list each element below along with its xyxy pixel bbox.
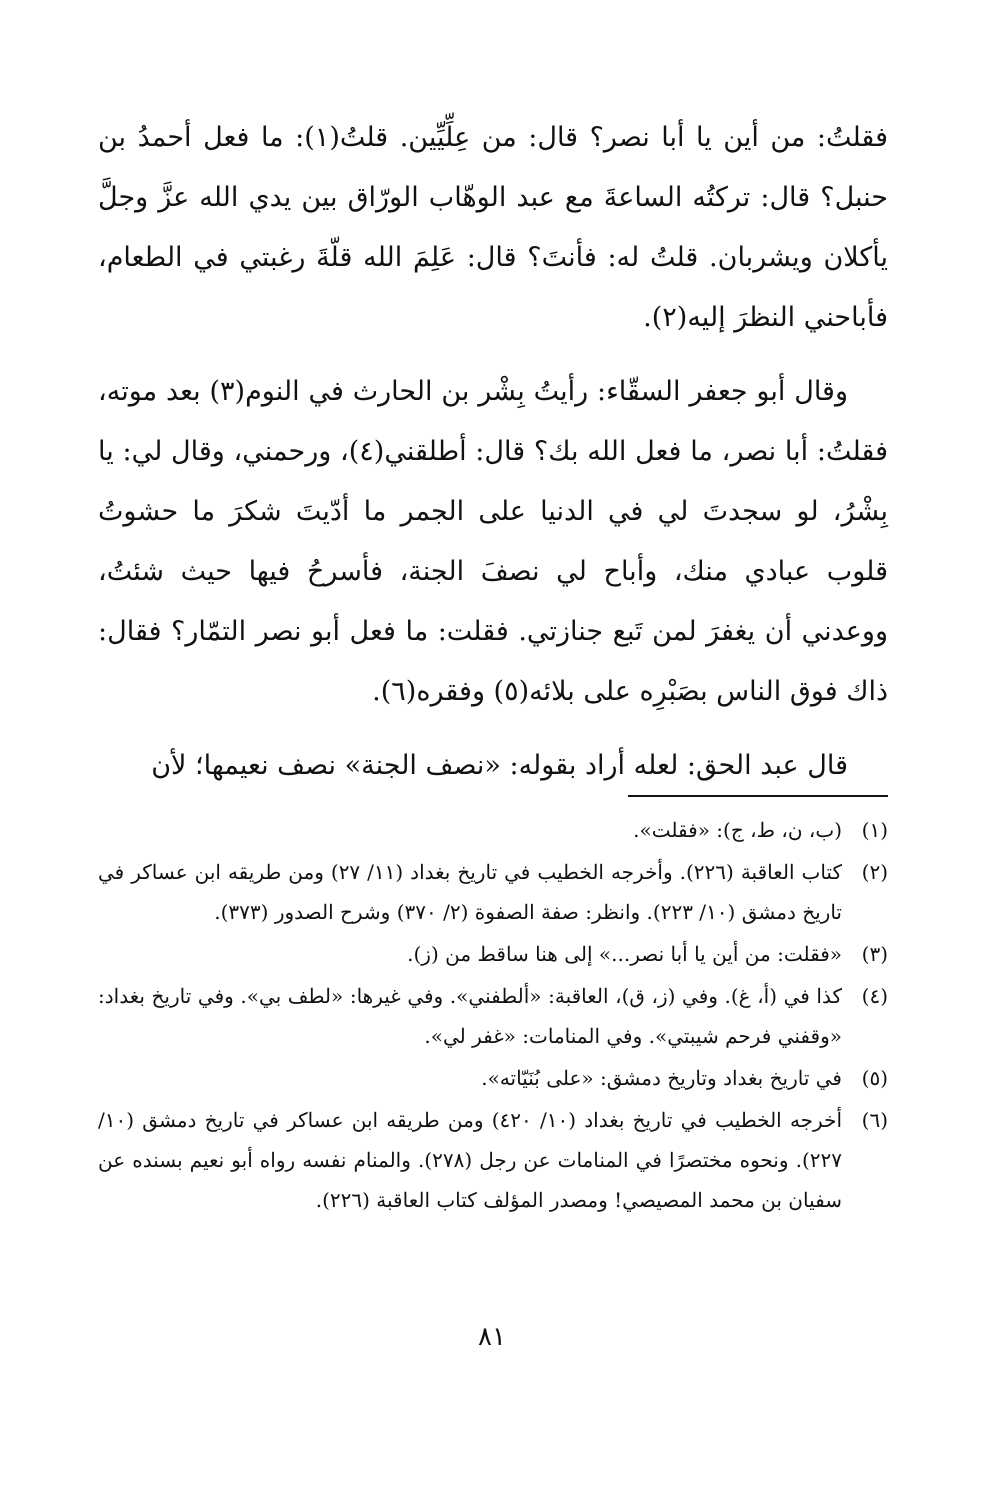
footnote-number: (١) — [861, 818, 888, 842]
paragraph-3: قال عبد الحق: لعله أراد بقوله: «نصف الجنة» نصف نعيمها؛ لأن — [151, 750, 848, 781]
footnote-4 — [98, 976, 888, 1056]
footnote-number: (٥) — [861, 1066, 888, 1090]
footnote-2 — [98, 852, 888, 932]
footnote-number: (٦) — [861, 1108, 888, 1132]
footnote-text: كذا في (أ، غ). وفي (ز، ق)، العاقبة: «ألطفني». وفي غيرها: «لطف بي». وفي تاريخ بغداد: «وقفني فرحم شيبتي». وفي المنامات: «غفر لي». — [98, 984, 842, 1048]
footnote-text: (ب، ن، ط، ج): «فقلت». — [633, 818, 842, 842]
footnote-number: (٢) — [861, 860, 888, 884]
footnote-text: كتاب العاقبة (٢٢٦). وأخرجه الخطيب في تاريخ بغداد (١١/ ٢٧) ومن طريقه ابن عساكر في تاريخ دمشق (١٠/ ٢٢٣). وانظر: صفة الصفوة (٢/ ٣٧٠) وشرح الصدور (٣٧٣). — [98, 860, 842, 924]
footnote-3 — [98, 934, 888, 974]
footnote-text: أخرجه الخطيب في تاريخ بغداد (١٠/ ٤٢٠) ومن طريقه ابن عساكر في تاريخ دمشق (١٠/ ٢٢٧). ونحوه مختصرًا في المنامات عن رجل (٢٧٨). والمنام نفسه رواه أبو نعيم بسنده عن سفيان بن محمد المصيصي! ومصدر المؤلف كتاب العاقبة (٢٢٦). — [98, 1108, 842, 1212]
main-text — [98, 108, 888, 796]
footnote-separator — [628, 795, 888, 797]
footnote-1 — [98, 810, 888, 850]
footnote-number: (٣) — [861, 942, 888, 966]
paragraph-2: وقال أبو جعفر السقّاء: رأيتُ بِشْر بن الحارث في النوم(٣) بعد موته، فقلتُ: أبا نصر، ما فعل الله بك؟ قال: أطلقني(٤)، ورحمني، وقال لي: يا بِشْرُ، لو سجدتَ لي في الدنيا على الجمر ما أدّيتَ شكرَ ما حشوتُ قلوب عبادي منك، وأباح لي نصفَ الجنة، فأسرحُ فيها حيث شئتُ، ووعدني أن يغفرَ لمن تَبع جنازتي. فقلت: ما فعل أبو نصر التمّار؟ فقال: ذاك فوق الناس بصَبْرِه على بلائه(٥) وفقره(٦). — [98, 376, 888, 707]
paragraph-1: فقلتُ: من أين يا أبا نصر؟ قال: من عِلِّيِّين. قلتُ(١): ما فعل أحمدُ بن حنبل؟ قال: تركتُه الساعةَ مع عبد الوهّاب الورّاق بين يدي الله عزَّ وجلَّ يأكلان ويشربان. قلتُ له: فأنتَ؟ قال: عَلِمَ الله قلّةَ رغبتي في الطعام، فأباحني النظرَ إليه(٢). — [98, 122, 888, 333]
footnote-6 — [98, 1100, 888, 1220]
footnote-number: (٤) — [861, 984, 888, 1008]
footnote-5 — [98, 1058, 888, 1098]
footnotes — [98, 810, 888, 1222]
page-number: ٨١ — [478, 1322, 506, 1352]
footnote-text: في تاريخ بغداد وتاريخ دمشق: «على بُنَيّاته». — [481, 1066, 842, 1090]
footnote-text: «فقلت: من أين يا أبا نصر...» إلى هنا ساقط من (ز). — [407, 942, 842, 966]
